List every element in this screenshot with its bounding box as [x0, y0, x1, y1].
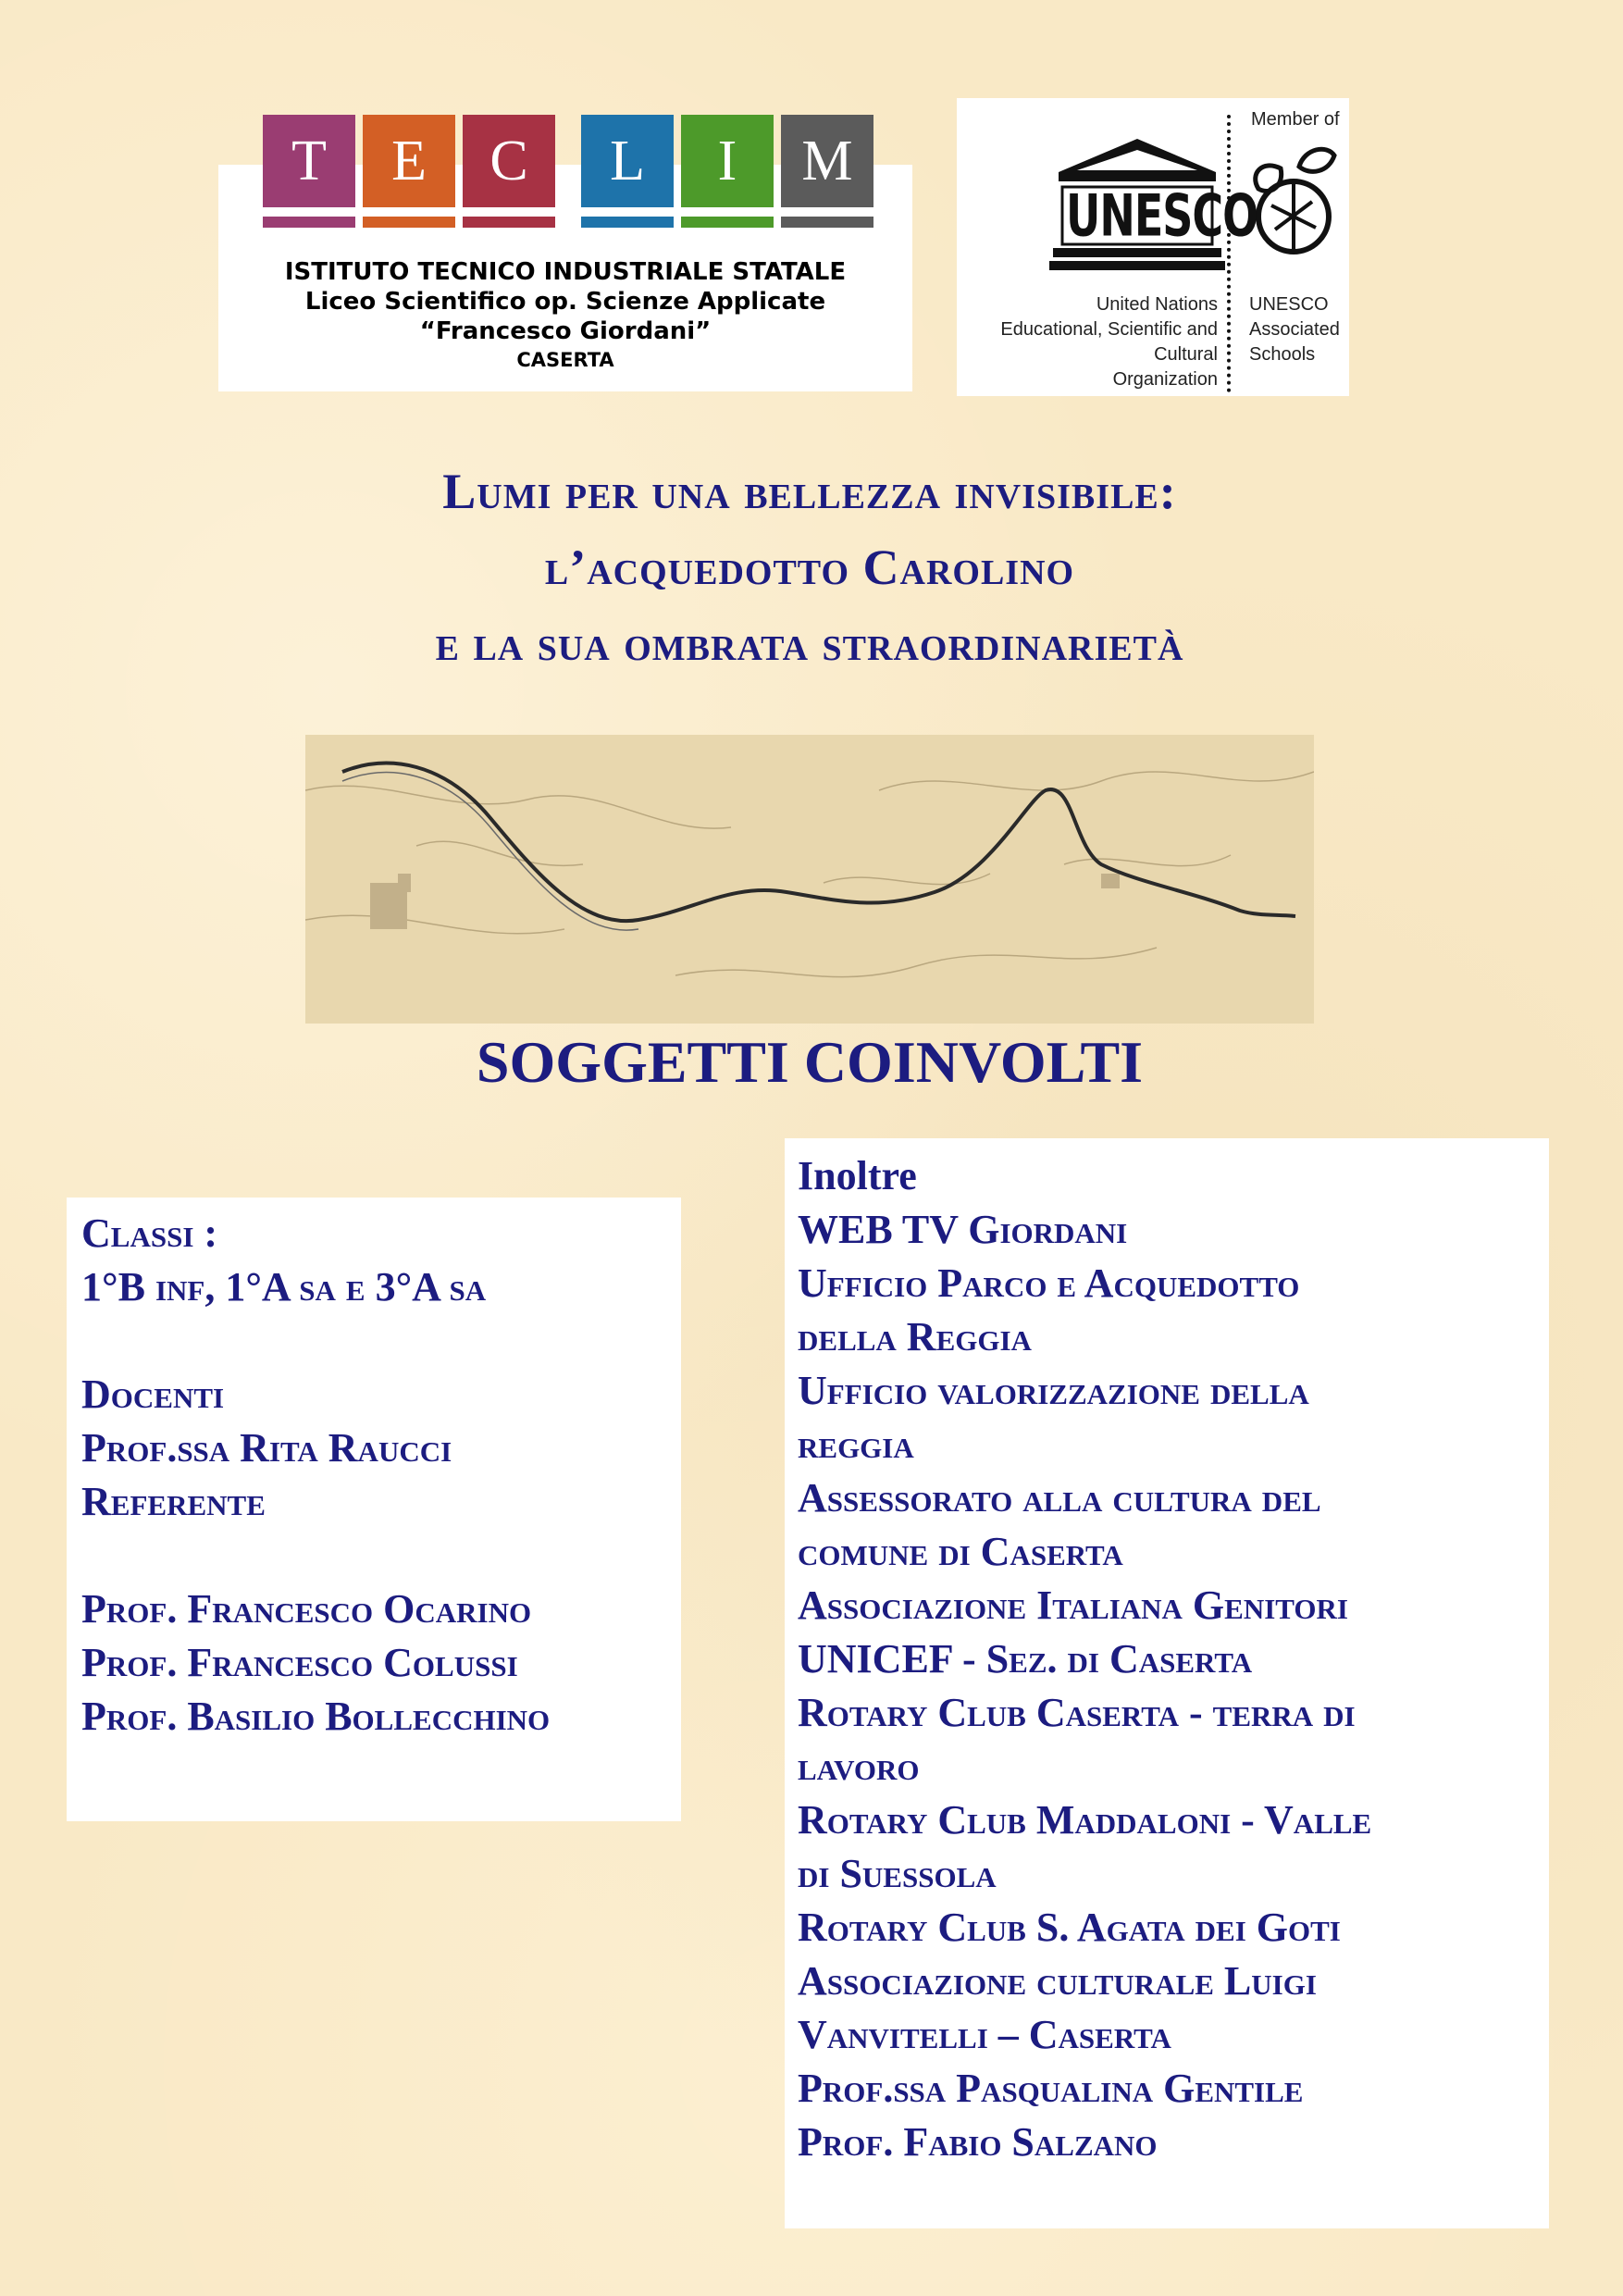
list-item: Rotary Club Maddaloni - Valle: [798, 1797, 1372, 1843]
title-line-1: Lumi per una bellezza invisibile:: [442, 464, 1177, 519]
list-item: lavoro: [798, 1744, 920, 1789]
classes-teachers-box: [67, 1198, 681, 1821]
list-item: Docenti: [81, 1371, 225, 1417]
list-item: Ufficio Parco e Acquedotto: [798, 1260, 1300, 1306]
logo-letter-t: T: [263, 115, 355, 207]
list-item: Associazione culturale Luigi: [798, 1958, 1317, 2004]
school-line-1: ISTITUTO TECNICO INDUSTRIALE STATALE: [284, 258, 847, 286]
list-item: WEB TV Giordani: [798, 1207, 1128, 1252]
aqueduct-route-drawing: [305, 735, 1314, 1024]
unesco-left-line: Cultural Organization: [1112, 344, 1218, 390]
left-box-list: [81, 1207, 550, 1744]
list-item: [81, 1529, 550, 1582]
list-item: Prof. Francesco Colussi: [81, 1640, 518, 1685]
title-line-2: l’acquedotto Carolino: [544, 540, 1075, 595]
unesco-right-line: UNESCO: [1249, 294, 1329, 315]
unesco-right-line: Schools: [1249, 344, 1316, 365]
list-item: [81, 1314, 550, 1368]
unesco-right-line: Associated: [1249, 319, 1340, 340]
list-item: Referente: [81, 1479, 266, 1524]
list-item: UNICEF - Sez. di Caserta: [798, 1636, 1253, 1682]
logo-letter-l: L: [581, 115, 674, 207]
list-item: Prof. Fabio Salzano: [798, 2119, 1158, 2165]
list-item: 1°B inf, 1°A sa e 3°A sa: [81, 1264, 487, 1309]
section-heading: SOGGETTI COINVOLTI: [476, 1029, 1144, 1095]
list-item: Inoltre: [798, 1153, 917, 1198]
list-item: Ufficio valorizzazione della: [798, 1368, 1309, 1413]
logo-letter-c: C: [463, 115, 555, 207]
logo-letter-e: E: [363, 115, 455, 207]
list-item: comune di Caserta: [798, 1529, 1123, 1574]
unesco-left-line: United Nations: [1096, 294, 1218, 315]
unesco-divider: [1227, 115, 1231, 392]
list-item: Assessorato alla cultura del: [798, 1475, 1321, 1520]
list-item: Prof. Basilio Bollecchino: [81, 1694, 551, 1739]
list-item: Associazione Italiana Genitori: [798, 1582, 1348, 1628]
unesco-left-text: [1000, 292, 1218, 392]
logo-letter-m: M: [781, 115, 873, 207]
unesco-left-line: Educational, Scientific and: [1000, 319, 1218, 340]
list-item: Classi :: [81, 1210, 218, 1256]
list-item: reggia: [798, 1421, 914, 1467]
list-item: Prof.ssa Rita Raucci: [81, 1425, 452, 1471]
poster-title: [185, 453, 1434, 681]
list-item: Rotary Club Caserta - terra di: [798, 1690, 1356, 1735]
list-item: Vanvitelli – Caserta: [798, 2012, 1171, 2057]
partners-box: [785, 1138, 1549, 2228]
right-box-list: [798, 1149, 1371, 2169]
school-line-2: Liceo Scientifico op. Scienze Applicate: [304, 288, 826, 316]
school-line-4: CASERTA: [516, 349, 614, 371]
logo-letter-i: I: [681, 115, 774, 207]
unesco-right-text: [1249, 292, 1340, 367]
unesco-wordmark: UNESCO: [1066, 181, 1258, 250]
aqueduct-map-image: [305, 735, 1314, 1024]
list-item: di Suessola: [798, 1851, 997, 1896]
list-item: Prof.ssa Pasqualina Gentile: [798, 2066, 1304, 2111]
list-item: Rotary Club S. Agata dei Goti: [798, 1905, 1341, 1950]
title-line-3: e la sua ombrata straordinarietà: [435, 615, 1184, 671]
school-line-3: “Francesco Giordani”: [419, 317, 712, 345]
member-of-label: Member of: [1251, 109, 1340, 130]
list-item: della Reggia: [798, 1314, 1032, 1359]
teclim-logo: [263, 115, 864, 233]
school-name: [218, 257, 912, 374]
unesco-logo: [957, 98, 1349, 396]
associated-schools-icon: [1244, 141, 1345, 261]
list-item: Prof. Francesco Ocarino: [81, 1586, 532, 1632]
